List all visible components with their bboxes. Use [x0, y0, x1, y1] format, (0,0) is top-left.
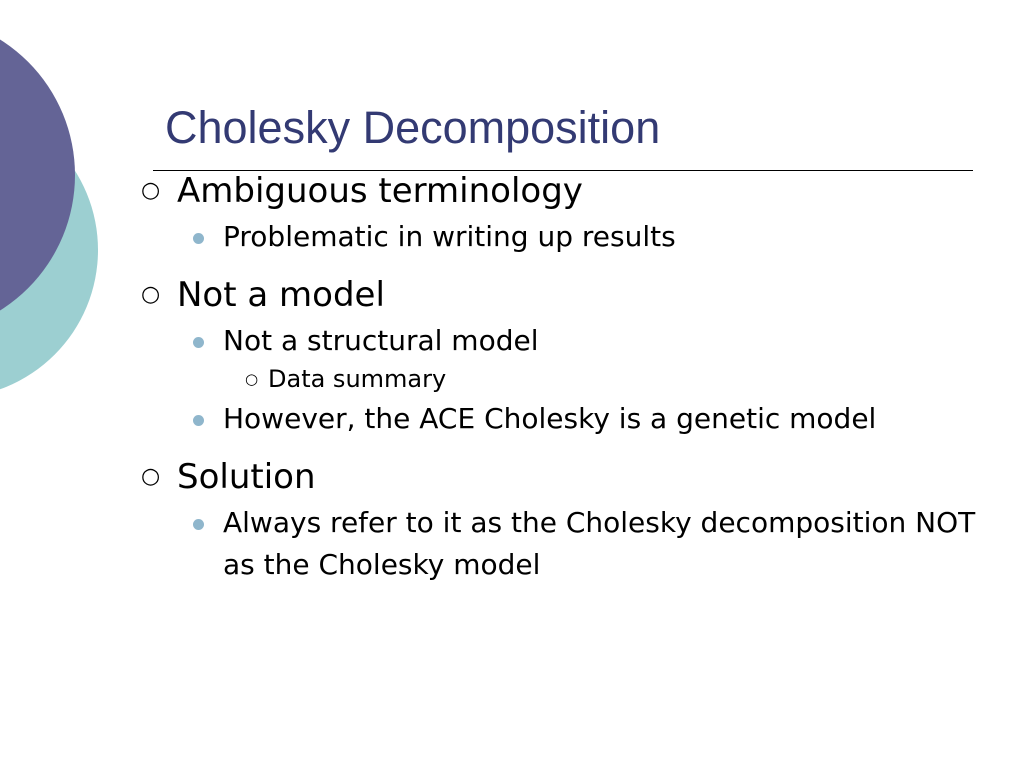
sub-sub-bullet-text: Data summary	[268, 365, 447, 393]
hollow-circle-bullet-icon: ○	[141, 464, 161, 489]
bullet-solution	[135, 454, 1005, 500]
bullet-not-a-model	[135, 272, 1005, 318]
sub-bullet-always-refer	[135, 502, 1005, 586]
bullet-text: Not a model	[177, 275, 385, 315]
sub-bullet-problematic	[135, 216, 1005, 258]
hollow-circle-bullet-icon: ○	[245, 370, 259, 388]
sub-bullet-text: However, the ACE Cholesky is a genetic model	[223, 402, 877, 435]
slide-title: Cholesky Decomposition	[165, 102, 661, 153]
sub-bullet-ace-cholesky	[135, 398, 1005, 440]
filled-dot-bullet-icon	[193, 415, 204, 426]
bullet-text: Solution	[177, 457, 316, 497]
bullet-text: Ambiguous terminology	[177, 171, 583, 211]
filled-dot-bullet-icon	[193, 337, 204, 348]
filled-dot-bullet-icon	[193, 519, 204, 530]
sub-bullet-text: Problematic in writing up results	[223, 220, 676, 253]
sub-bullet-text: Not a structural model	[223, 324, 539, 357]
slide-body	[135, 168, 1005, 586]
sub-sub-bullet-data-summary	[135, 362, 1005, 396]
hollow-circle-bullet-icon: ○	[141, 178, 161, 203]
filled-dot-bullet-icon	[193, 233, 204, 244]
hollow-circle-bullet-icon: ○	[141, 282, 161, 307]
sub-bullet-not-structural	[135, 320, 1005, 362]
decorative-circles	[0, 0, 110, 410]
bullet-ambiguous-terminology	[135, 168, 1005, 214]
sub-bullet-text: Always refer to it as the Cholesky decomposition NOT as the Cholesky model	[223, 506, 976, 581]
